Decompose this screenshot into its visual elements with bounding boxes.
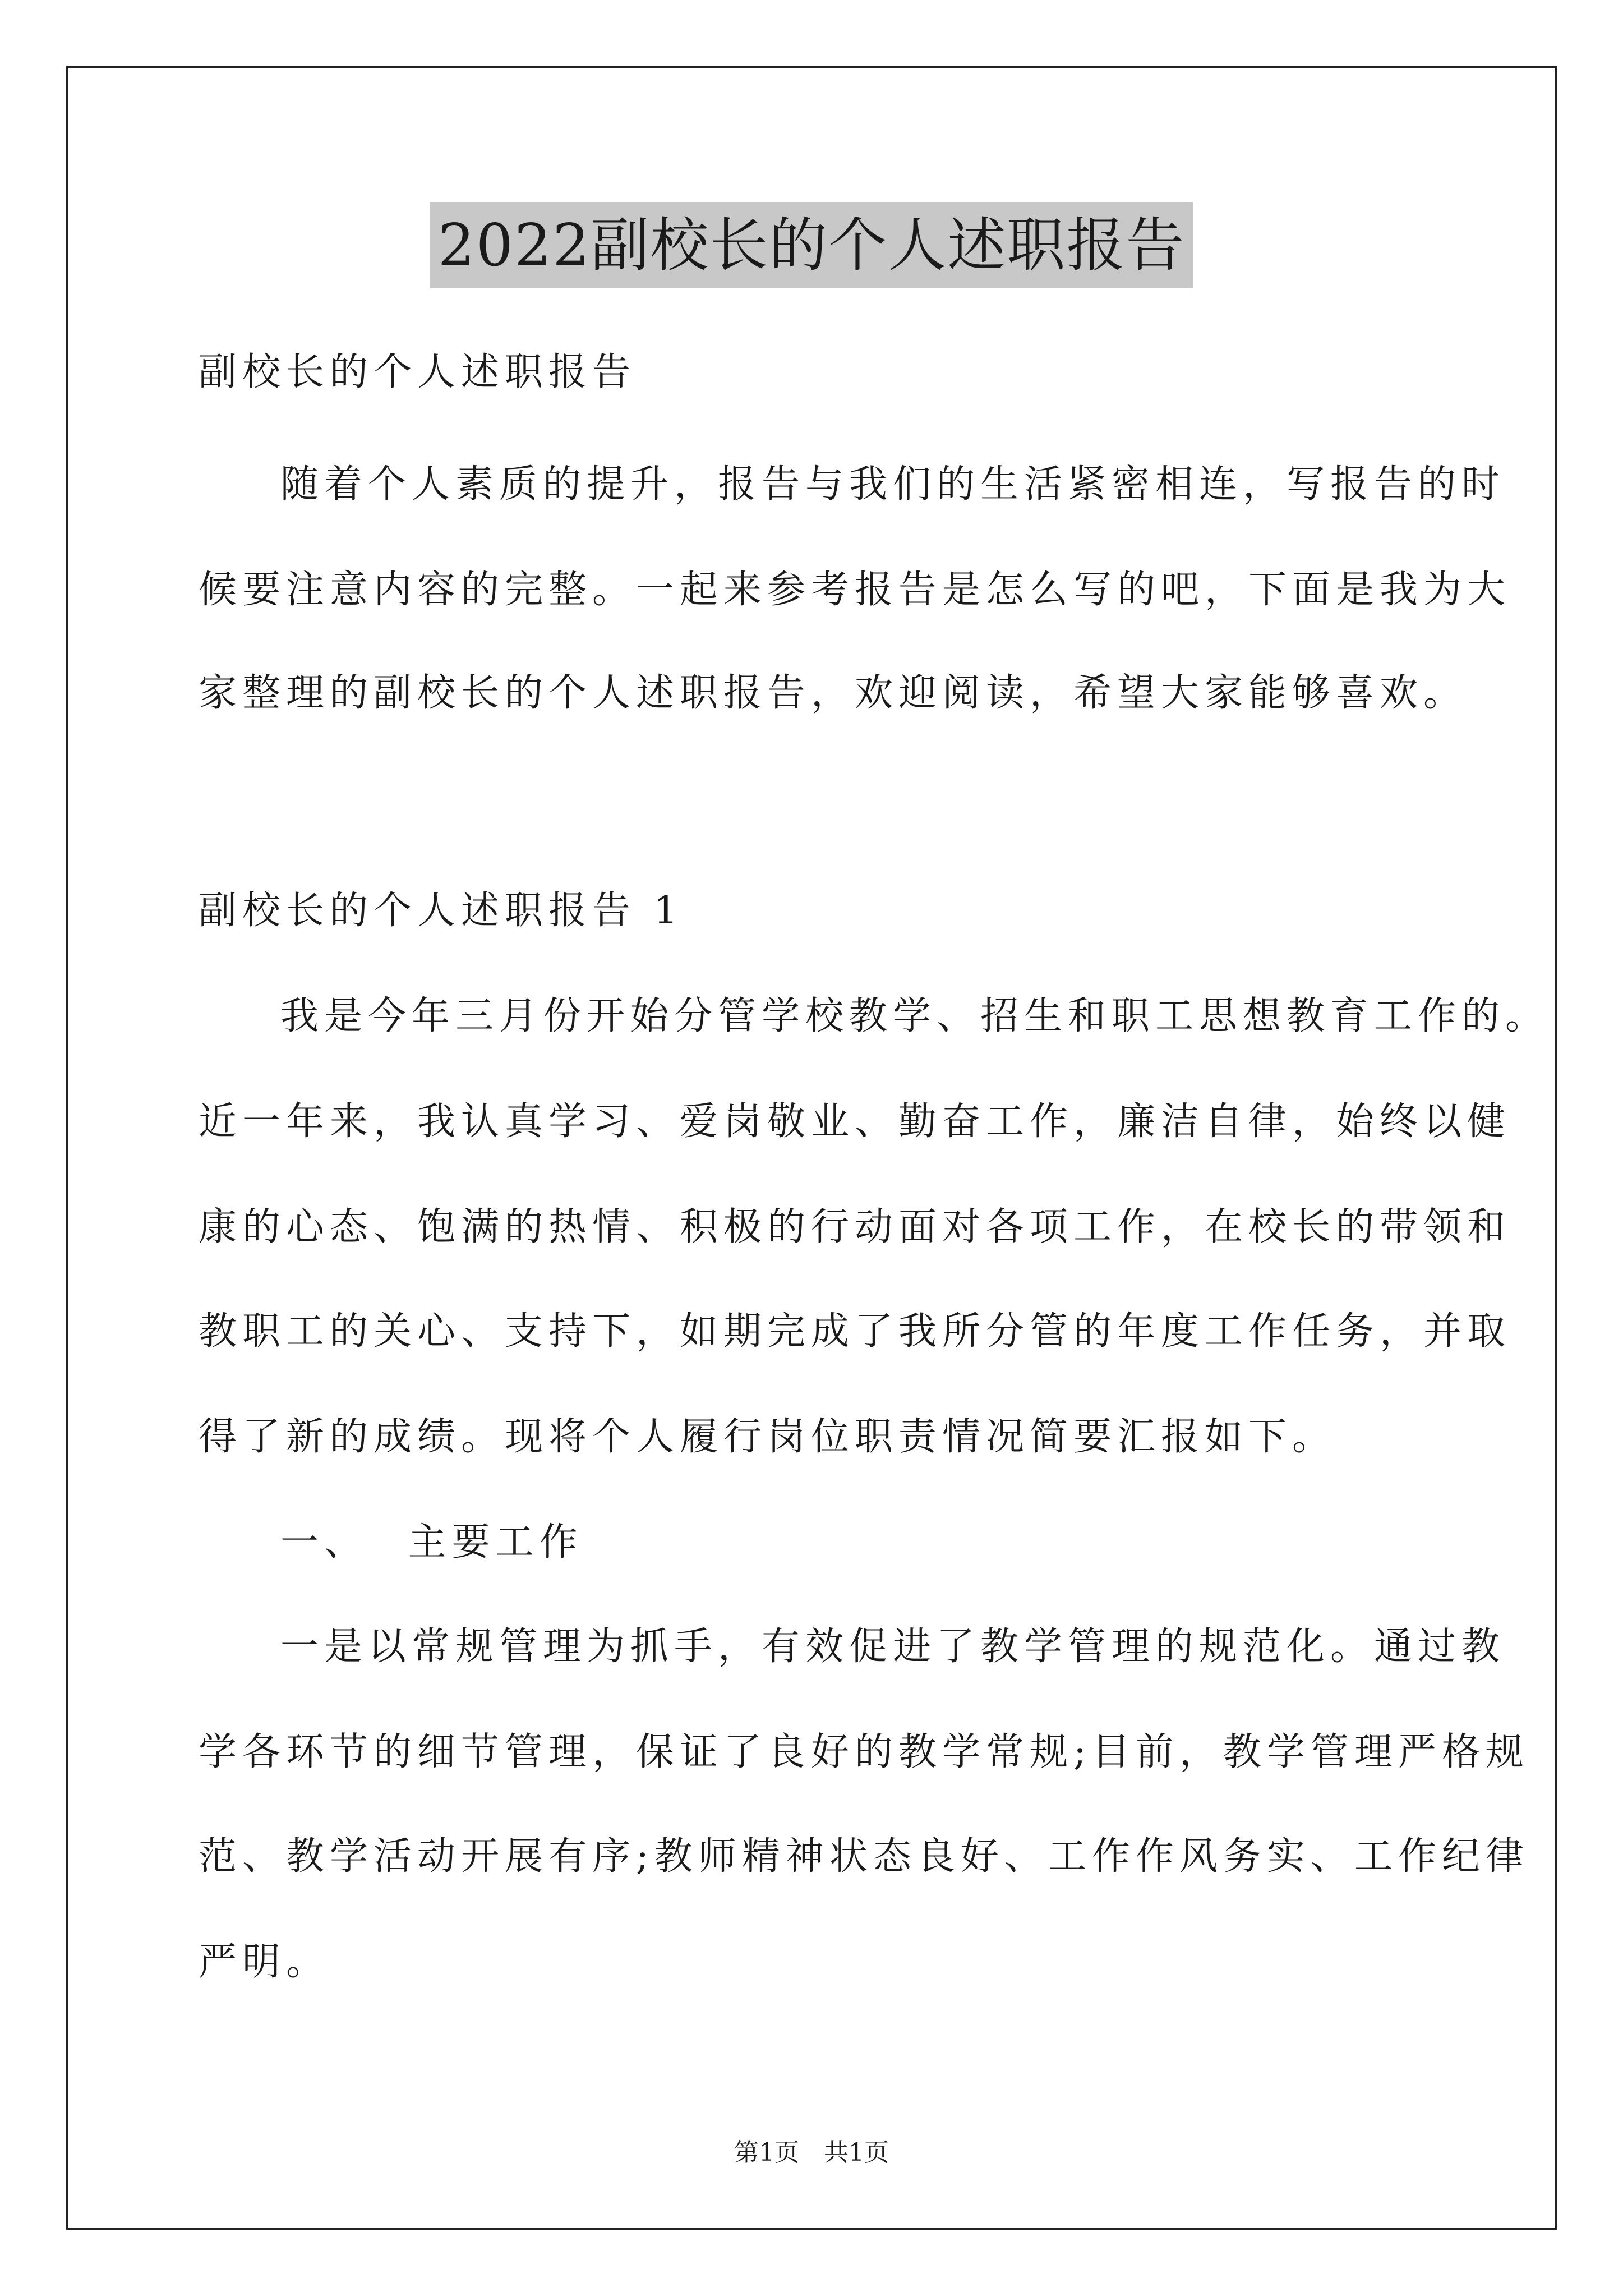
- page-number: 第1页: [734, 2138, 799, 2167]
- body-line: 得了新的成绩。现将个人履行岗位职责情况简要汇报如下。: [199, 1415, 1336, 1459]
- intro-line: 候要注意内容的完整。一起来参考报告是怎么写的吧，下面是我为大: [199, 568, 1511, 612]
- page-footer: [0, 2137, 1623, 2169]
- work-line: 范、教学活动开展有序;教师精神状态良好、工作作风务实、工作纪律: [199, 1834, 1529, 1879]
- body-line: 近一年来，我认真学习、爱岗敬业、勤奋工作，廉洁自律，始终以健: [199, 1099, 1511, 1144]
- intro-line: 随着个人素质的提升，报告与我们的生活紧密相连，写报告的时: [280, 462, 1506, 507]
- work-line: 严明。: [199, 1940, 330, 1984]
- work-line: 一是以常规管理为抓手，有效促进了教学管理的规范化。通过教: [280, 1625, 1506, 1669]
- list-heading: 一、 主要工作: [280, 1520, 583, 1565]
- document-title: 2022副校长的个人述职报告: [430, 202, 1193, 288]
- title-container: [0, 202, 1623, 288]
- work-line: 学各环节的细节管理，保证了良好的教学常规;目前，教学管理严格规: [199, 1730, 1529, 1774]
- subtitle: 副校长的个人述职报告: [199, 350, 637, 394]
- body-line: 康的心态、饱满的热情、积极的行动面对各项工作，在校长的带领和: [199, 1205, 1511, 1249]
- body-line: 教职工的关心、支持下，如期完成了我所分管的年度工作任务，并取: [199, 1309, 1511, 1354]
- section-heading: 副校长的个人述职报告 1: [199, 889, 684, 933]
- intro-line: 家整理的副校长的个人述职报告，欢迎阅读，希望大家能够喜欢。: [199, 671, 1468, 715]
- body-line: 我是今年三月份开始分管学校教学、招生和职工思想教育工作的。: [280, 994, 1550, 1038]
- page-total: 共1页: [824, 2138, 889, 2167]
